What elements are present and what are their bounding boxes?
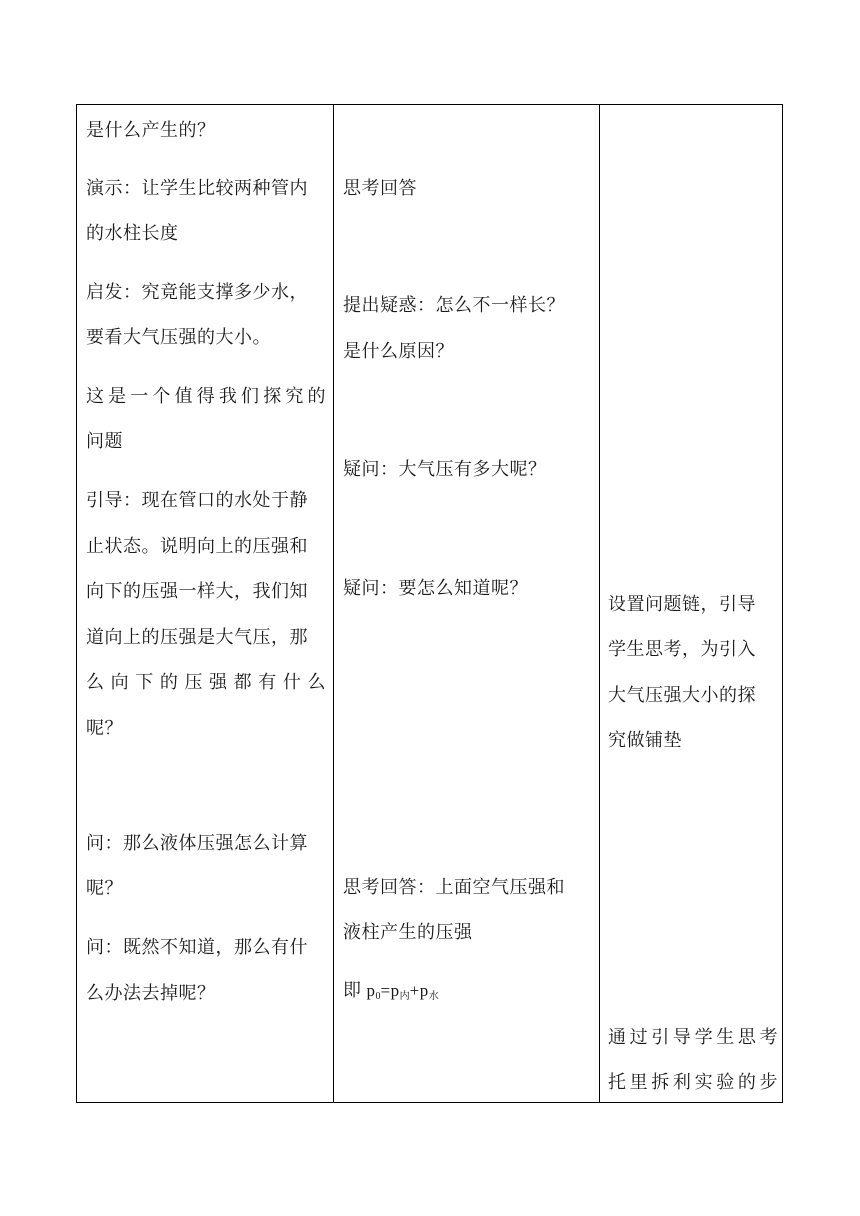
teacher-line: 问题 bbox=[86, 431, 123, 452]
teacher-line: 呢？ bbox=[86, 878, 123, 899]
lesson-table bbox=[76, 104, 783, 1103]
formula-equals: = bbox=[380, 981, 391, 1000]
student-line: 提出疑惑：怎么不一样长？ bbox=[343, 295, 565, 316]
teacher-line: 演示：让学生比较两种管内 bbox=[86, 178, 308, 199]
intent-line: 学生思考，为引入 bbox=[608, 639, 756, 660]
teacher-line: 要看大气压强的大小。 bbox=[86, 327, 271, 348]
student-line: 是什么原因？ bbox=[343, 341, 454, 362]
teacher-line: 是什么产生的？ bbox=[86, 120, 216, 141]
teacher-activity-column bbox=[86, 105, 326, 1102]
student-line: 疑问：大气压有多大呢？ bbox=[343, 459, 547, 480]
student-activity-column bbox=[343, 105, 593, 1102]
intent-line: 通过引导学生思考 bbox=[608, 1027, 778, 1048]
design-intent-column bbox=[608, 105, 778, 1102]
teacher-line: 向下的压强一样大，我们知 bbox=[86, 581, 308, 602]
student-line: 思考回答 bbox=[343, 178, 417, 199]
teacher-line: 么向下的压强都有什么 bbox=[86, 672, 326, 693]
teacher-line: 问：既然不知道，那么有什 bbox=[86, 937, 308, 958]
formula-p-inner: p bbox=[390, 981, 400, 1000]
teacher-line: 启发：究竟能支撑多少水， bbox=[86, 282, 308, 303]
teacher-line: 么办法去掉呢？ bbox=[86, 983, 216, 1004]
student-line: 疑问：要怎么知道呢？ bbox=[343, 578, 528, 599]
formula-p0-sub: 0 bbox=[375, 991, 381, 1002]
teacher-line: 问：那么液体压强怎么计算 bbox=[86, 833, 308, 854]
intent-line: 设置问题链，引导 bbox=[608, 594, 756, 615]
formula-p0: p bbox=[366, 981, 376, 1000]
teacher-line: 呢？ bbox=[86, 718, 123, 739]
student-line: 液柱产生的压强 bbox=[343, 922, 473, 943]
intent-line: 大气压强大小的探 bbox=[608, 685, 756, 706]
formula-p-inner-sub: 内 bbox=[399, 991, 410, 1002]
teacher-line: 道向上的压强是大气压，那 bbox=[86, 627, 308, 648]
student-line: 思考回答：上面空气压强和 bbox=[343, 877, 565, 898]
teacher-line: 引导：现在管口的水处于静 bbox=[86, 490, 308, 511]
formula-prefix: 即 bbox=[343, 980, 367, 1000]
formula-p-water: p bbox=[419, 981, 429, 1000]
intent-line: 托里拆利实验的步 bbox=[608, 1072, 778, 1093]
formula-plus: + bbox=[409, 981, 420, 1000]
column-divider bbox=[333, 105, 334, 1102]
column-divider bbox=[599, 105, 600, 1102]
teacher-line: 这是一个值得我们探究的 bbox=[86, 386, 326, 407]
teacher-line: 的水柱长度 bbox=[86, 223, 179, 244]
pressure-formula bbox=[343, 967, 593, 1020]
formula-p-water-sub: 水 bbox=[428, 991, 439, 1002]
intent-line: 究做铺垫 bbox=[608, 730, 682, 751]
teacher-line: 止状态。说明向上的压强和 bbox=[86, 536, 308, 557]
